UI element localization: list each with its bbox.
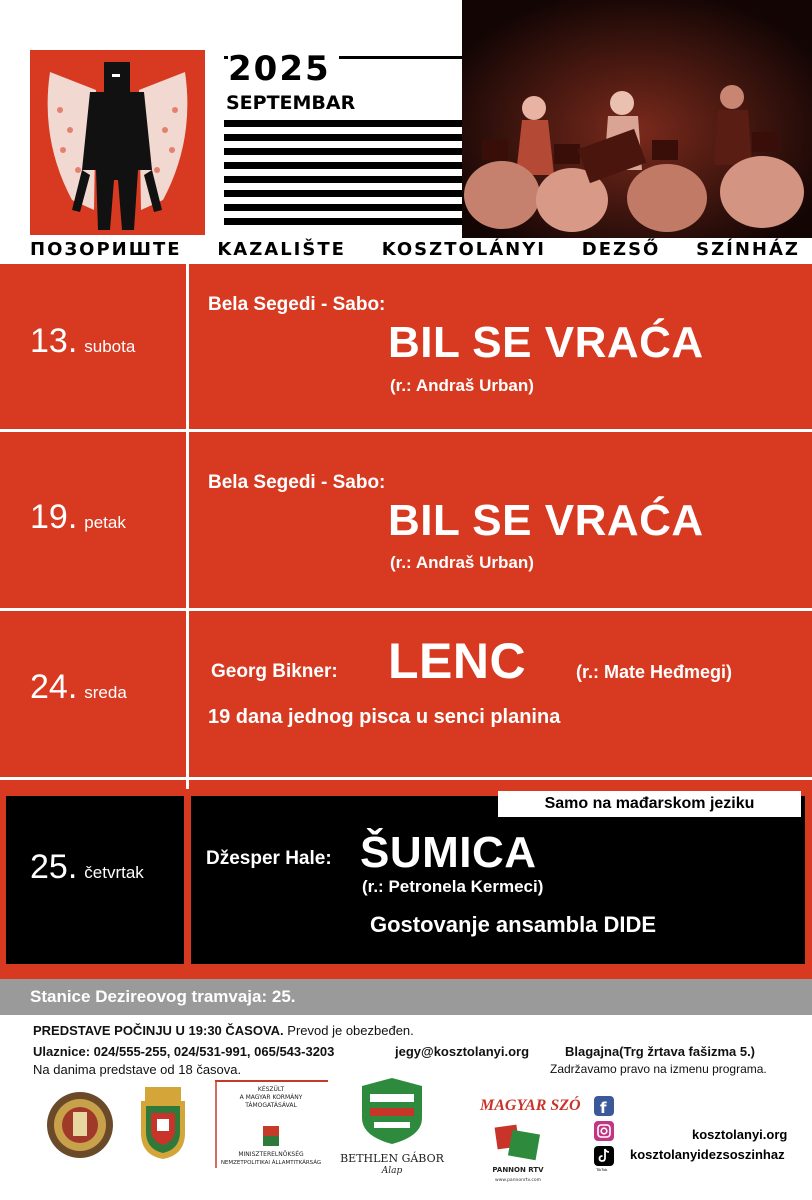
social-handle-link[interactable]: kosztolanyidezsoszinhaz <box>630 1147 785 1162</box>
svg-text:MAGYAR SZÓ: MAGYAR SZÓ <box>480 1097 581 1114</box>
event-author: Bela Segedi - Sabo: <box>208 294 386 315</box>
theatre-name-croatian: KAZALIŠTE <box>217 239 346 260</box>
bethlen-name: BETHLEN GÁBOR <box>340 1152 444 1165</box>
event-date <box>30 322 135 361</box>
govt-line-4: MINISZTERELNÖKSÉG <box>238 1151 304 1158</box>
tickets-info: Ulaznice: 024/555-255, 024/531-991, 065/543-3203 <box>33 1044 335 1059</box>
start-time-bold: PREDSTAVE POČINJU U 19:30 ČASOVA. <box>33 1023 284 1038</box>
theatre-logo <box>30 50 205 235</box>
facebook-icon[interactable] <box>594 1096 614 1116</box>
event-author: Georg Bikner: <box>211 661 338 682</box>
event-subtitle: Gostovanje ansambla DIDE <box>370 912 657 937</box>
event-weekday: sreda <box>84 683 127 702</box>
event-title: BIL SE VRAĆA <box>388 496 704 545</box>
rights-notice: Zadržavamo pravo na izmenu programa. <box>550 1062 767 1076</box>
bethlen-sub: Alap <box>381 1166 403 1176</box>
event-date <box>30 498 126 537</box>
ticket-days-info: Na danima predstave od 18 časova. <box>33 1062 242 1077</box>
city-coat-of-arms-logo <box>45 1090 115 1160</box>
event-title: ŠUMICA <box>360 828 537 877</box>
event-director: (r.: Petronela Kermeci) <box>362 877 544 896</box>
event-date <box>30 668 127 707</box>
govt-line-3: TÁMOGATÁSÁVAL <box>245 1102 297 1109</box>
government-support-logo <box>215 1080 328 1168</box>
svg-text:PANNON RTV: PANNON RTV <box>492 1166 544 1174</box>
theatre-name-cyrillic: ПОЗОРИШТЕ <box>30 239 182 260</box>
magyar-szo-logo <box>478 1092 581 1116</box>
event-day-number: 19. <box>30 498 78 536</box>
translation-note: Prevod je obezbeđen. <box>283 1023 414 1038</box>
event-weekday: petak <box>84 513 126 532</box>
province-coat-of-arms-logo <box>137 1085 189 1161</box>
event-date <box>30 848 144 887</box>
event-subtitle: 19 dana jednog pisca u senci planina <box>208 706 561 728</box>
language-badge: Samo na mađarskom jeziku <box>498 791 801 817</box>
event-day-number: 24. <box>30 668 78 706</box>
theatre-names <box>30 239 800 265</box>
event-title: LENC <box>388 633 527 689</box>
website-link[interactable]: kosztolanyi.org <box>692 1127 788 1142</box>
pannon-rtv-logo <box>490 1124 546 1184</box>
email-link[interactable]: jegy@kosztolanyi.org <box>395 1044 530 1059</box>
start-time-info <box>33 1023 414 1038</box>
event-weekday: četvrtak <box>84 863 144 882</box>
program-month: SEPTEMBAR <box>226 92 361 114</box>
event-title: BIL SE VRAĆA <box>388 318 704 367</box>
svg-text:f: f <box>600 1099 607 1117</box>
stage-photo <box>462 0 812 238</box>
theatre-name-hungarian-2: DEZSŐ <box>581 239 661 260</box>
instagram-icon[interactable] <box>594 1121 614 1141</box>
theatre-name-hungarian-1: KOSZTOLÁNYI <box>381 239 546 260</box>
svg-text:www.pannonrtv.com: www.pannonrtv.com <box>495 1178 541 1183</box>
tiktok-icon[interactable] <box>594 1146 614 1166</box>
event-day-number: 25. <box>30 848 78 886</box>
stations-text: Stanice Dezireovog tramvaja: 25. <box>30 987 296 1006</box>
govt-line-2: A MAGYAR KORMÁNY <box>239 1094 303 1101</box>
event-day-number: 13. <box>30 322 78 360</box>
box-office-info: Blagajna(Trg žrtava fašizma 5.) <box>565 1044 756 1059</box>
govt-line-5: NEMZETPOLITIKAI ÁLLAMTITKÁRSÁG <box>220 1160 322 1166</box>
govt-line-1: KÉSZÜLT <box>257 1086 285 1093</box>
bethlen-gabor-logo <box>340 1078 445 1174</box>
program-year: 2025 <box>228 50 339 88</box>
event-weekday: subota <box>84 337 136 356</box>
event-author: Džesper Hale: <box>206 848 332 869</box>
event-director: (r.: Mate Heđmegi) <box>576 662 733 682</box>
event-director: (r.: Andraš Urban) <box>390 376 534 395</box>
theatre-name-hungarian-3: SZÍNHÁZ <box>696 239 800 260</box>
event-author: Bela Segedi - Sabo: <box>208 472 386 493</box>
tiktok-label: TikTok <box>596 1167 608 1172</box>
event-director: (r.: Andraš Urban) <box>390 553 534 572</box>
